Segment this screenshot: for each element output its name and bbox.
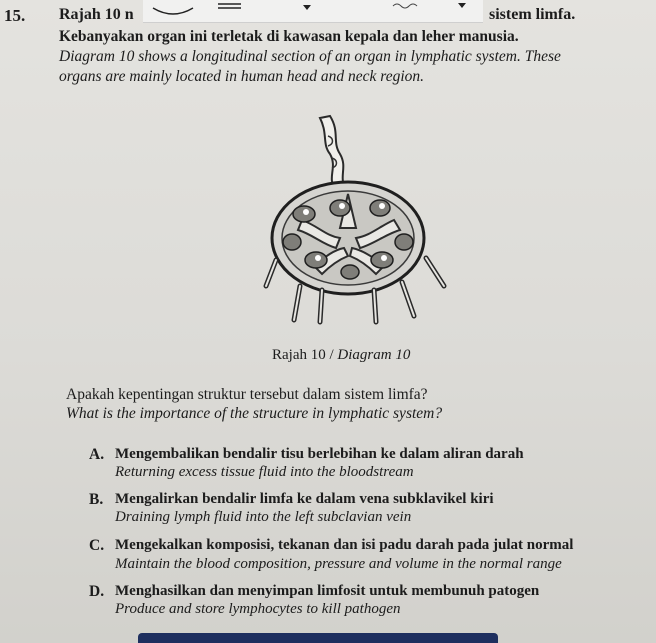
option-a-malay[interactable]: Mengembalikan bendalir tisu berlebihan ke dalam aliran darah <box>115 446 524 462</box>
question-line1-end: sistem limfa. <box>489 6 576 23</box>
malay-intro: Kebanyakan organ ini terletak di kawasan kepala dan leher manusia. <box>59 28 519 45</box>
dropdown-arrow-icon <box>303 5 311 10</box>
option-c-letter[interactable]: C. <box>89 537 105 554</box>
prompt-malay: Apakah kepentingan struktur tersebut dalam sistem limfa? <box>66 386 428 403</box>
english-intro-2: organs are mainly located in human head and neck region. <box>59 68 425 85</box>
english-intro-1: Diagram 10 shows a longitudinal section of an organ in lymphatic system. These <box>59 48 561 65</box>
dropdown-arrow-icon-2 <box>458 3 466 8</box>
option-b-letter[interactable]: B. <box>89 491 104 508</box>
wave-tool-icon <box>393 4 417 8</box>
drawing-toolbar[interactable] <box>143 0 483 23</box>
caption-malay: Rajah 10 / <box>272 347 334 363</box>
question-number: 15. <box>4 6 26 25</box>
option-d-letter[interactable]: D. <box>89 583 105 600</box>
diagram-caption <box>272 347 410 364</box>
question-line1-start: Rajah 10 n <box>59 6 134 23</box>
bottom-toolbar[interactable] <box>138 633 498 643</box>
option-b-malay[interactable]: Mengalirkan bendalir limfa ke dalam vena subklavikel kiri <box>115 491 494 507</box>
option-a-letter[interactable]: A. <box>89 446 105 463</box>
toolbar-icons <box>143 0 483 22</box>
efferent-vessel <box>320 116 346 190</box>
option-d-english[interactable]: Produce and store lymphocytes to kill pathogen <box>115 601 401 617</box>
option-a-english[interactable]: Returning excess tissue fluid into the bloodstream <box>115 464 414 480</box>
caption-english: Diagram 10 <box>337 347 411 363</box>
option-d-malay[interactable]: Menghasilkan dan menyimpan limfosit untuk membunuh patogen <box>115 583 540 599</box>
option-c-malay[interactable]: Mengekalkan komposisi, tekanan dan isi padu darah pada julat normal <box>115 537 574 553</box>
prompt-english: What is the importance of the structure in lymphatic system? <box>66 405 443 422</box>
option-b-english[interactable]: Draining lymph fluid into the left subclavian vein <box>115 509 412 525</box>
option-c-english[interactable]: Maintain the blood composition, pressure and volume in the normal range <box>115 556 562 572</box>
lymph-node-diagram <box>262 110 448 325</box>
curve-tool-icon <box>153 8 193 14</box>
